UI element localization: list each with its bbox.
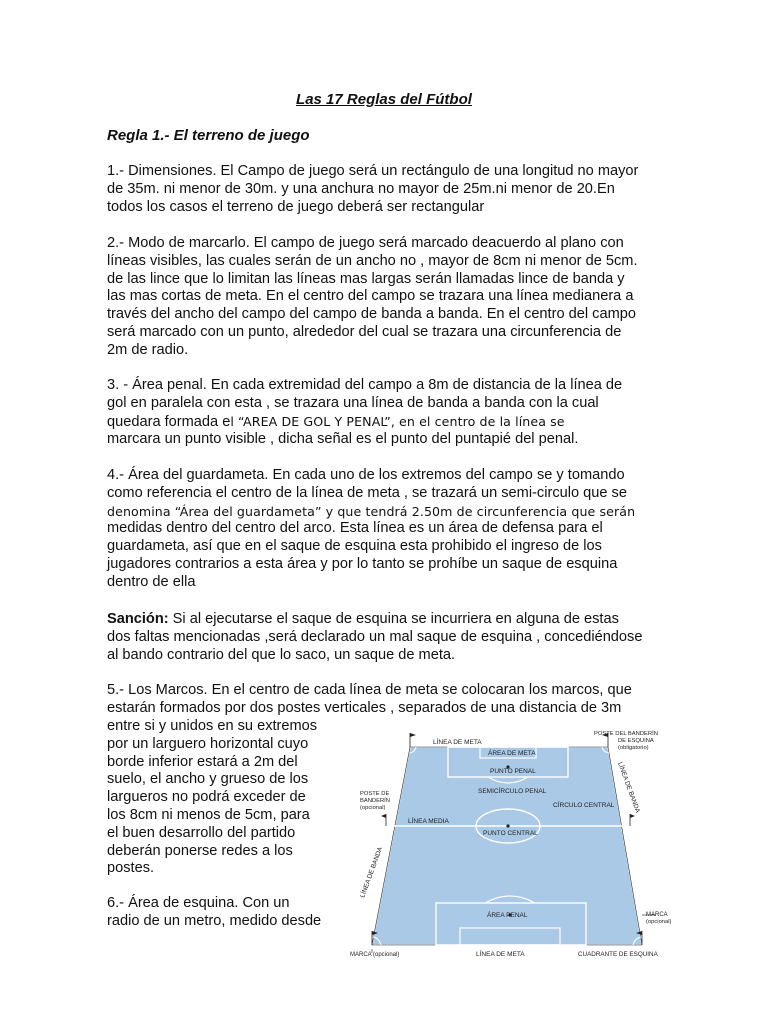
rule-heading: Regla 1.- El terreno de juego — [107, 127, 310, 144]
label-linea-banda-left: LÍNEA DE BANDA — [359, 846, 385, 899]
label-circulo-central: CÍRCULO CENTRAL — [553, 802, 615, 809]
paragraph-modo-marcarlo — [107, 235, 667, 360]
paragraph-area-penal — [107, 377, 667, 449]
text-line: de 35m. ni menor de 30m. y una anchura no mayor de 25m.ni menor de 20.En — [107, 180, 615, 197]
text-line: largueros no podrá exceder de — [107, 789, 306, 806]
document-title: Las 17 Reglas del Fútbol — [296, 91, 472, 108]
text-line: estarán formados por dos postes verticales , separados de una distancia de 3m — [107, 699, 622, 716]
text-line: como referencia el centro de la línea de meta , se trazará un semi-circulo que se — [107, 484, 627, 501]
text-line: entre si y unidos en su extremos — [107, 718, 318, 734]
text-line: deberán ponerse redes a los — [107, 842, 293, 859]
halfway-flag-left — [381, 814, 386, 826]
text-line: radio de un metro, medido desde — [107, 912, 322, 929]
label-punto-central: PUNTO CENTRAL — [483, 830, 538, 837]
label-linea-banda-right: LÍNEA DE BANDA — [616, 761, 641, 814]
soccer-field-diagram — [340, 723, 680, 963]
sancion-label: Sanción: — [107, 611, 169, 627]
label-linea-meta-bottom: LÍNEA DE META — [476, 951, 525, 958]
center-spot — [506, 824, 509, 827]
text-line: será marcado con un punto, alrededor del cual se trazara una circunferencia de — [107, 323, 622, 340]
text-line: líneas visibles, las cuales serán de un ancho no , mayor de 8cm ni menor de 5cm. — [107, 252, 638, 269]
text-line: al bando contrario del que lo saco, un saque de meta. — [107, 646, 456, 663]
text-line: el buen desarrollo del partido — [107, 824, 296, 841]
text-line: dentro de ella — [107, 573, 196, 590]
paragraph-marcos — [107, 682, 667, 718]
label-marca-right-opcional: (opcional) — [646, 919, 672, 925]
text-line: guardameta, así que en el saque de esquina esta prohibido el ingreso de los — [107, 538, 602, 555]
text-line: marcara un punto visible , dicha señal es el punto del puntapié del penal. — [107, 431, 579, 448]
label-area-meta: ÁREA DE META — [488, 750, 536, 757]
label-de-esquina: DE ESQUINA — [618, 738, 654, 744]
text-line: dos faltas mencionadas ,será declarado un mal saque de esquina , concediéndose — [107, 628, 643, 645]
label-marca-right: MARCA — [646, 912, 668, 918]
paragraph-dimensiones — [107, 163, 667, 216]
text-line: postes. — [107, 860, 155, 877]
text-line: través del ancho del campo del campo de banda a banda. En el centro del campo — [107, 306, 636, 323]
label-obligatorio: (obligatorio) — [618, 745, 649, 751]
label-linea-media: LÍNEA MEDIA — [408, 818, 449, 825]
text-segment: l “AREA DE GOL Y PENAL”, en el centro de la línea se — [230, 413, 565, 429]
paragraph-marcos-continued — [107, 718, 317, 878]
text-line: 4.- Área del guardameta. En cada uno de los extremos del campo se y tomando — [107, 467, 625, 483]
label-marca-left: MARCA (opcional) — [350, 952, 400, 958]
text-line: 2m de radio. — [107, 341, 189, 358]
paragraph-area-esquina — [107, 895, 321, 931]
label-linea-meta-top: LÍNEA DE META — [433, 739, 482, 746]
text-line: 6.- Área de esquina. Con un — [107, 895, 290, 911]
text-line: las mas cortas de meta. En el centro del campo se trazara una línea medianera a — [107, 288, 634, 305]
text-line: 1.- Dimensiones. El Campo de juego será un rectángulo de una longitud no mayor — [107, 163, 639, 179]
text-line: borde inferior estará a 2m del — [107, 753, 298, 770]
paragraph-area-guardameta — [107, 467, 667, 592]
label-poste-banderin-esquina: POSTE DEL BANDERÍN — [594, 731, 658, 737]
text-line: denomina “Área del guardameta” y que tendrá 2.50m de circunferencia que serán — [107, 503, 636, 519]
text-line: por un larguero horizontal cuyo — [107, 735, 309, 752]
text-line: 3. - Área penal. En cada extremidad del campo a 8m de distancia de la línea de — [107, 377, 623, 393]
label-poste-de: POSTE DE — [360, 791, 390, 797]
label-opcional: (opcional) — [360, 805, 386, 811]
text-line: los 8cm ni menos de 5cm, para — [107, 806, 310, 823]
text-line: suelo, el ancho y grueso de los — [107, 771, 309, 788]
label-area-penal: ÁREA PENAL — [487, 912, 528, 919]
label-punto-penal: PUNTO PENAL — [490, 768, 536, 775]
text-line — [107, 611, 667, 629]
text-line — [107, 413, 667, 432]
text-segment: quedara formada e — [107, 413, 231, 430]
label-semicirculo-penal: SEMICÍRCULO PENAL — [478, 788, 547, 795]
text-line: gol en paralela con esta , se trazara una línea de banda a banda con la cual — [107, 394, 599, 411]
text-line: jugadores contrarios a esta área y por lo tanto se prohíbe un saque de esquina — [107, 555, 618, 572]
text-line: de las lince que lo limitan las líneas mas largas serán llamadas lince de banda y — [107, 270, 625, 287]
label-cuadrante-esquina: CUADRANTE DE ESQUINA — [578, 951, 658, 958]
text-line: 5.- Los Marcos. En el centro de cada línea de meta se colocaran los marcos, que — [107, 682, 632, 698]
halfway-flag-right — [630, 814, 635, 826]
text-segment: Si al ejecutarse el saque de esquina se incurriera en alguna de estas — [168, 611, 619, 627]
corner-flag-top-left — [410, 733, 416, 747]
label-banderin: BANDERÍN — [360, 798, 390, 804]
text-line: 2.- Modo de marcarlo. El campo de juego será marcado deacuerdo al plano con — [107, 235, 624, 251]
text-line: todos los casos el terreno de juego deberá ser rectangular — [107, 198, 485, 215]
paragraph-sancion — [107, 611, 667, 664]
text-line: medidas dentro del centro del arco. Esta línea es un área de defensa para el — [107, 520, 603, 537]
